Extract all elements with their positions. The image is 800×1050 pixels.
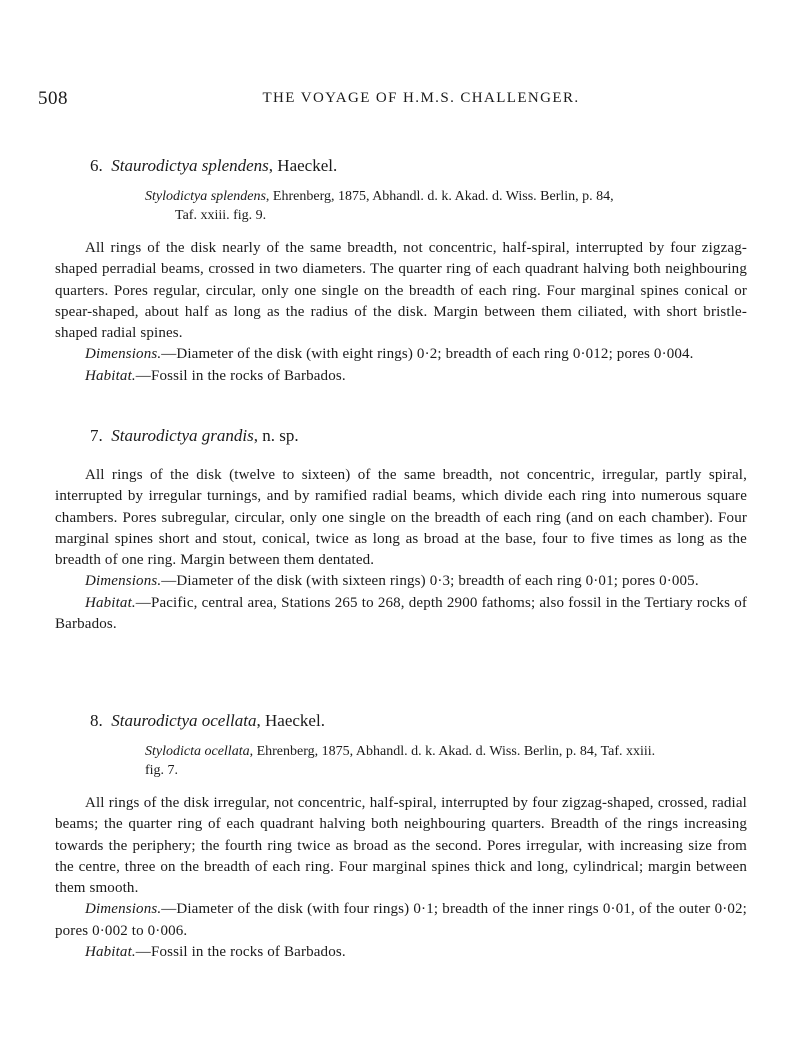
habitat-paragraph [55, 366, 747, 387]
species-number: 7. [90, 426, 103, 445]
synonym-reference [145, 187, 747, 225]
species-number: 8. [90, 711, 103, 730]
species-description: All rings of the disk irregular, not concentric, half-spiral, interrupted by four zigzag-shaped, crossed, radial beams; the quarter ring of each quadrant halving both neighbouring quarters. Breadth of the rings increasing towards the periphery; the fourth ring twice as broad as the second. Pores irregular, with increasing size from the centre, three on the breadth of each ring. Four marginal spines thick and long, cylindrical; margin between them smooth. [55, 795, 747, 897]
species-author: , Haeckel. [256, 711, 325, 730]
dimensions-paragraph [55, 344, 747, 365]
dimensions-label: Dimensions. [85, 346, 162, 363]
synonym-name: Stylodictya splendens [145, 189, 266, 204]
dimensions-text: —Diameter of the disk (with four rings) 0·1; breadth of the inner rings 0·01, of the outer 0·02; pores 0·002 to 0·006. [55, 901, 747, 939]
habitat-text: —Fossil in the rocks of Barbados. [135, 367, 346, 384]
habitat-paragraph [55, 593, 747, 636]
species-author: , n. sp. [253, 426, 299, 445]
habitat-label: Habitat. [85, 944, 136, 961]
running-title: THE VOYAGE OF H.M.S. CHALLENGER. [262, 90, 580, 106]
dimensions-paragraph [55, 899, 747, 942]
dimensions-label: Dimensions. [85, 573, 162, 590]
species-description: All rings of the disk nearly of the same breadth, not concentric, half-spiral, interrupted by four zigzag-shaped perradial beams, crossed in two diameters. The quarter ring of each quadrant halving both neighbouring quarters. Pores regular, circular, only one single on the breadth of each ring. Four marginal spines conical or spear-shaped, about half as long as the radius of the disk. Margin between them ciliated, with short bristle-shaped radial spines. [55, 240, 747, 342]
habitat-text: —Fossil in the rocks of Barbados. [135, 944, 346, 961]
species-name: Staurodictya ocellata [111, 711, 257, 730]
synonym-citation-cont: Taf. xxiii. fig. 9. [175, 208, 267, 223]
species-title [90, 425, 747, 447]
dimensions-paragraph [55, 571, 747, 592]
dimensions-text: —Diameter of the disk (with eight rings) 0·2; breadth of each ring 0·012; pores 0·004. [161, 346, 694, 363]
species-entry-6 [55, 155, 747, 387]
synonym-name: Stylodicta ocellata [145, 744, 250, 759]
habitat-text: —Pacific, central area, Stations 265 to 268, depth 2900 fathoms; also fossil in the Tertiary rocks of Barbados. [55, 594, 747, 633]
synonym-reference [145, 742, 747, 780]
species-title [90, 155, 747, 177]
habitat-label: Habitat. [85, 594, 136, 611]
synonym-citation-cont: fig. 7. [145, 763, 179, 778]
page-header [38, 88, 762, 114]
species-number: 6. [90, 156, 103, 175]
synonym-citation: , Ehrenberg, 1875, Abhandl. d. k. Akad. d. Wiss. Berlin, p. 84, [265, 189, 614, 204]
species-author: , Haeckel. [268, 156, 338, 175]
species-entry-8 [55, 710, 747, 963]
habitat-label: Habitat. [85, 367, 136, 384]
dimensions-text: —Diameter of the disk (with sixteen rings) 0·3; breadth of each ring 0·01; pores 0·005. [161, 573, 699, 590]
species-name: Staurodictya splendens [111, 156, 269, 175]
species-name: Staurodictya grandis [111, 426, 254, 445]
page-number: 508 [38, 88, 68, 109]
habitat-paragraph [55, 942, 747, 963]
species-description: All rings of the disk (twelve to sixteen) of the same breadth, not concentric, irregular, partly spiral, interrupted by irregular turnings, and by ramified radial beams, which divide each ring into numerous square chambers. Pores subregular, circular, only one single on the breadth of each ring (and on each chamber). Four marginal spines short and stout, conical, twice as long as broad at the base, four to five times as long as the breadth of one ring. Margin between them dentated. [55, 467, 747, 569]
dimensions-label: Dimensions. [85, 901, 162, 918]
species-entry-7 [55, 425, 747, 635]
synonym-citation: , Ehrenberg, 1875, Abhandl. d. k. Akad. d. Wiss. Berlin, p. 84, Taf. xxiii. [249, 744, 656, 759]
species-title [90, 710, 747, 732]
